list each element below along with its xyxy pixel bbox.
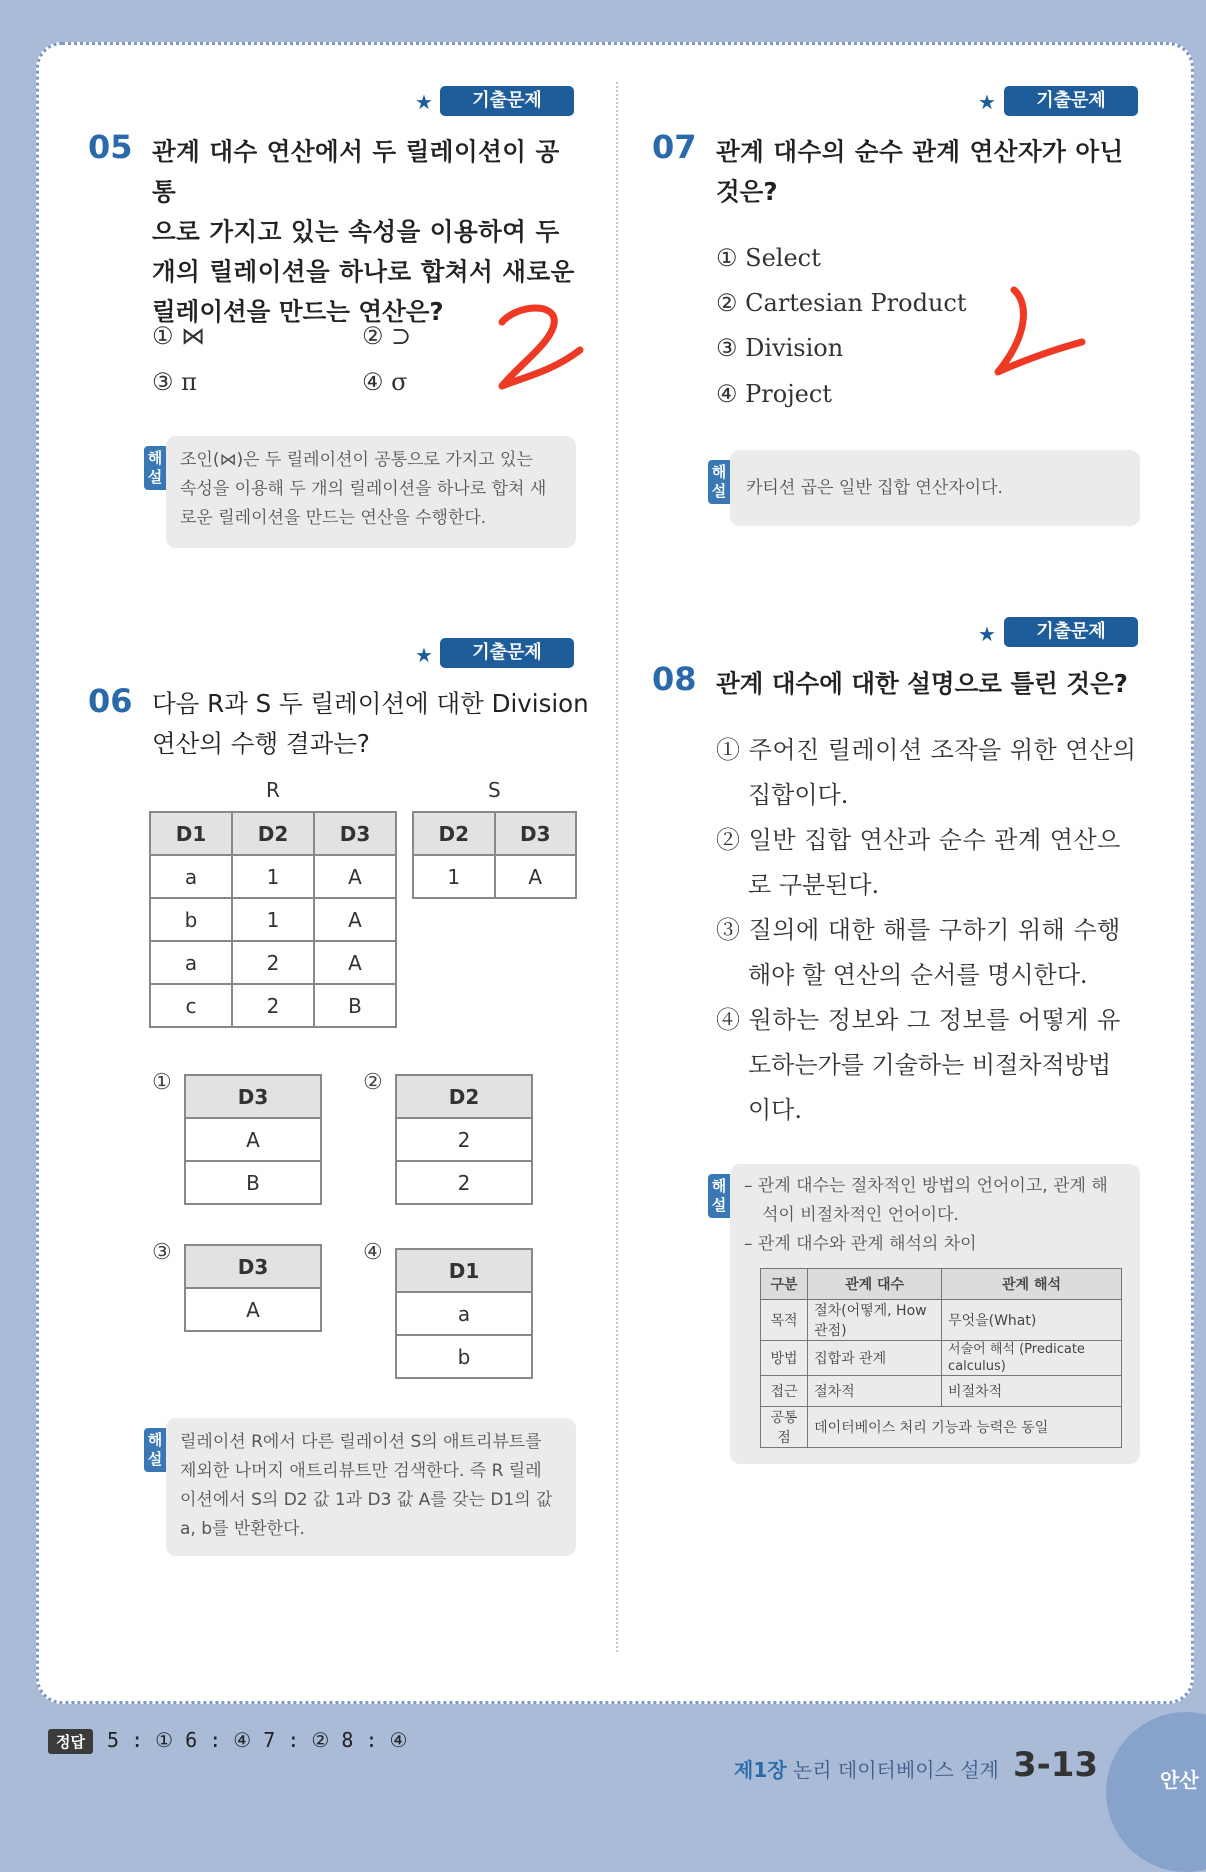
chapter-label: 제1장 논리 데이터베이스 설계	[734, 1758, 999, 1782]
table-row: c 2 B	[150, 984, 396, 1027]
table-row: 접근 절차적 비절차적	[761, 1376, 1122, 1407]
past-exam-badge: 기출문제	[440, 638, 574, 668]
explanation-box	[147, 1418, 576, 1556]
option-3: ③ 질의에 대한 해를 구하기 위해 수행 해야 할 연산의 순서를 명시한다.	[716, 916, 1121, 989]
table-header: D3	[314, 812, 396, 855]
answer-values: 5 : ① 6 : ④ 7 : ② 8 : ④	[106, 1728, 408, 1752]
table-header: D2	[413, 812, 495, 855]
question-number: 07	[652, 128, 697, 166]
explanation-box	[147, 436, 576, 548]
option-list	[716, 728, 1146, 1133]
question-text: 관계 대수에 대한 설명으로 틀린 것은?	[716, 669, 1128, 698]
explanation-tag: 해 설	[708, 1174, 730, 1218]
past-exam-badge: 기출문제	[1004, 617, 1138, 647]
option-3: ③ Division	[716, 334, 844, 362]
option-1: ① 주어진 릴레이션 조작을 위한 연산의 집합이다.	[716, 736, 1137, 809]
explanation-text: – 관계 대수는 절차적인 방법의 언어이고, 관계 해 석이 비절차적인 언어이다. – 관계 대수와 관계 해석의 차이	[744, 1176, 1108, 1254]
handwritten-answer-mark	[990, 280, 1090, 380]
option-4: ④ 원하는 정보와 그 정보를 어떻게 유 도하는가를 기술하는 비절차적방법 이다.	[716, 1006, 1121, 1124]
choice-3-mark: ③	[152, 1240, 172, 1265]
answer-key	[48, 1728, 407, 1754]
option-2: ② 일반 집합 연산과 순수 관계 연산으 로 구분된다.	[716, 826, 1121, 899]
table-r-label: R	[266, 778, 280, 802]
table-row: a	[396, 1292, 532, 1335]
table-row: a 1 A	[150, 855, 396, 898]
table-header: D3	[495, 812, 577, 855]
table-row: a 2 A	[150, 941, 396, 984]
relation-r-table	[149, 811, 397, 1028]
past-exam-badge: 기출문제	[440, 86, 574, 116]
explanation-box	[711, 1164, 1140, 1464]
question-number: 08	[652, 660, 697, 698]
option-2: ② Cartesian Product	[716, 289, 967, 317]
star-icon: ★	[415, 90, 433, 114]
question-number: 05	[88, 128, 133, 166]
option-4: ④ Project	[716, 380, 832, 408]
table-row: 목적 절차(어떻게, How 관점) 무엇을(What)	[761, 1300, 1122, 1341]
explanation-text: 조인(⋈)은 두 릴레이션이 공통으로 가지고 있는 속성을 이용해 두 개의 릴레이션을 하나로 합쳐 새 로운 릴레이션을 만드는 연산을 수행한다.	[180, 450, 547, 528]
option-2: ② ⊃	[362, 322, 412, 350]
table-row: b 1 A	[150, 898, 396, 941]
star-icon: ★	[978, 622, 996, 646]
choice-3-table: D3 A	[184, 1244, 322, 1332]
choice-1-table: D3 A B	[184, 1074, 322, 1205]
question-text: 관계 대수의 순수 관계 연산자가 아닌 것은?	[716, 137, 1124, 206]
table-row: 2	[396, 1118, 532, 1161]
answer-tag: 정답	[48, 1729, 93, 1754]
explanation-box	[711, 450, 1140, 526]
question-number: 06	[88, 682, 133, 720]
table-row: b	[396, 1335, 532, 1378]
corner-logo-text: 안산	[1160, 1768, 1199, 1792]
table-row: 2	[396, 1161, 532, 1204]
option-3: ③ π	[152, 368, 197, 396]
table-row: 방법 집합과 관계 서술어 해석 (Predicate calculus)	[761, 1341, 1122, 1376]
table-row: A	[185, 1288, 321, 1331]
explanation-text: 릴레이션 R에서 다른 릴레이션 S의 애트리뷰트를 제외한 나머지 애트리뷰트만 검색한다. 즉 R 릴레 이션에서 S의 D2 값 1과 D3 값 A를 갖는 D1의 값 a, b를 반환한다.	[180, 1432, 553, 1539]
relation-s-table	[412, 811, 577, 899]
page-number: 3-13	[1013, 1745, 1099, 1785]
table-header: D1	[150, 812, 232, 855]
table-row: 공통점 데이터베이스 처리 기능과 능력은 동일	[761, 1407, 1122, 1448]
question-text: 다음 R과 S 두 릴레이션에 대한 Division 연산의 수행 결과는?	[152, 689, 589, 758]
option-1: ① Select	[716, 244, 821, 272]
star-icon: ★	[978, 90, 996, 114]
handwritten-answer-mark	[488, 300, 588, 400]
table-row: B	[185, 1161, 321, 1204]
past-exam-badge: 기출문제	[1004, 86, 1138, 116]
explanation-tag: 해 설	[144, 1428, 166, 1472]
explanation-tag: 해 설	[144, 446, 166, 490]
star-icon: ★	[415, 643, 433, 667]
table-row: 1 A	[413, 855, 576, 898]
choice-4-mark: ④	[363, 1240, 383, 1265]
column-divider	[616, 82, 618, 1652]
option-4: ④ σ	[362, 368, 408, 396]
choice-2-mark: ②	[363, 1070, 383, 1095]
table-row: A	[185, 1118, 321, 1161]
table-header: D2	[232, 812, 314, 855]
explanation-text: 카티션 곱은 일반 집합 연산자이다.	[746, 478, 1003, 498]
choice-4-table: D1 a b	[395, 1248, 533, 1379]
question-text: 관계 대수 연산에서 두 릴레이션이 공통 으로 가지고 있는 속성을 이용하여 두 개의 릴레이션을 하나로 합쳐서 새로운 릴레이션을 만드는 연산은?	[152, 137, 575, 326]
table-s-label: S	[488, 778, 501, 802]
explanation-tag: 해 설	[708, 460, 730, 504]
option-1: ① ⋈	[152, 322, 206, 350]
comparison-table: 구분 관계 대수 관계 해석 목적 절차(어떻게, How 관점) 무엇을(What) 방법 집합과 관계 서술어 해석 (Predicate calculus) 접근 절차적 비절차적 공통점 데이터베이스 처리 기능과 능력은 동일	[760, 1268, 1122, 1448]
choice-1-mark: ①	[152, 1070, 172, 1095]
choice-2-table: D2 2 2	[395, 1074, 533, 1205]
